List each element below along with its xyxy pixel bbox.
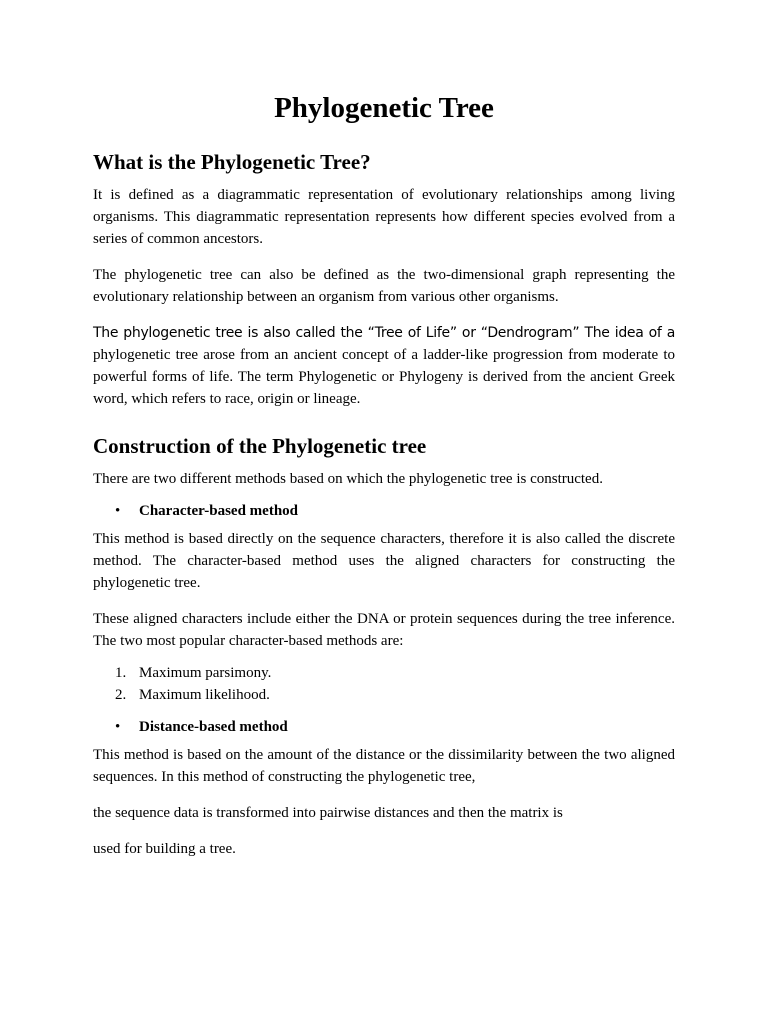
paragraph-definition: It is defined as a diagrammatic representation of evolutionary relationships among living organisms. This diagrammatic representation represents how different species evolved from a series of common ancestors.: [93, 187, 675, 247]
numbered-list-methods: [93, 662, 675, 706]
bullet-list-character: [93, 500, 675, 522]
paragraph-distance-method: This method is based on the amount of the distance or the dissimilarity between the two aligned sequences. In this method of constructing the phylogenetic tree,: [93, 747, 675, 785]
document-content: [93, 88, 675, 860]
paragraph-tree-of-life: [93, 322, 675, 410]
section-heading-what-is: What is the Phylogenetic Tree?: [93, 150, 371, 174]
paragraph-methods-intro: There are two different methods based on which the phylogenetic tree is constructed.: [93, 471, 603, 487]
tree-of-life-continuation: phylogenetic tree arose from an ancient concept of a ladder-like progression from moderate to powerful forms of life. The term Phylogenetic or Phylogeny is derived from the ancient Greek word, which refers to race, origin or lineage.: [93, 347, 675, 407]
paragraph-character-method: This method is based directly on the sequence characters, therefore it is also called the discrete method. The character-based method uses the aligned characters for constructing the phylogenetic tree.: [93, 531, 675, 591]
list-item-text: Maximum likelihood.: [139, 687, 270, 703]
list-item: [93, 684, 675, 706]
paragraph-pairwise-distances: the sequence data is transformed into pairwise distances and then the matrix is: [93, 805, 563, 821]
bullet-label-distance-based: Distance-based method: [139, 719, 288, 735]
list-item: [93, 662, 675, 684]
paragraph-aligned-characters: These aligned characters include either the DNA or protein sequences during the tree inference. The two most popular character-based methods are:: [93, 611, 675, 649]
paragraph-two-dimensional: The phylogenetic tree can also be defined as the two-dimensional graph representing the evolutionary relationship between an organism from various other organisms.: [93, 267, 675, 305]
bullet-item-character-based: [93, 500, 675, 522]
tree-of-life-sentence: The phylogenetic tree is also called the “Tree of Life” or “Dendrogram” The idea of a: [93, 325, 675, 341]
paragraph-building-tree: used for building a tree.: [93, 841, 236, 857]
bullet-icon: •: [115, 503, 121, 519]
list-item-number: 2.: [115, 687, 127, 703]
bullet-item-distance-based: [93, 716, 675, 738]
bullet-list-distance: [93, 716, 675, 738]
list-item-text: Maximum parsimony.: [139, 665, 272, 681]
bullet-icon: •: [115, 719, 121, 735]
list-item-number: 1.: [115, 665, 127, 681]
bullet-label-character-based: Character-based method: [139, 503, 299, 519]
page-title: Phylogenetic Tree: [274, 92, 494, 124]
section-heading-construction: Construction of the Phylogenetic tree: [93, 434, 427, 458]
